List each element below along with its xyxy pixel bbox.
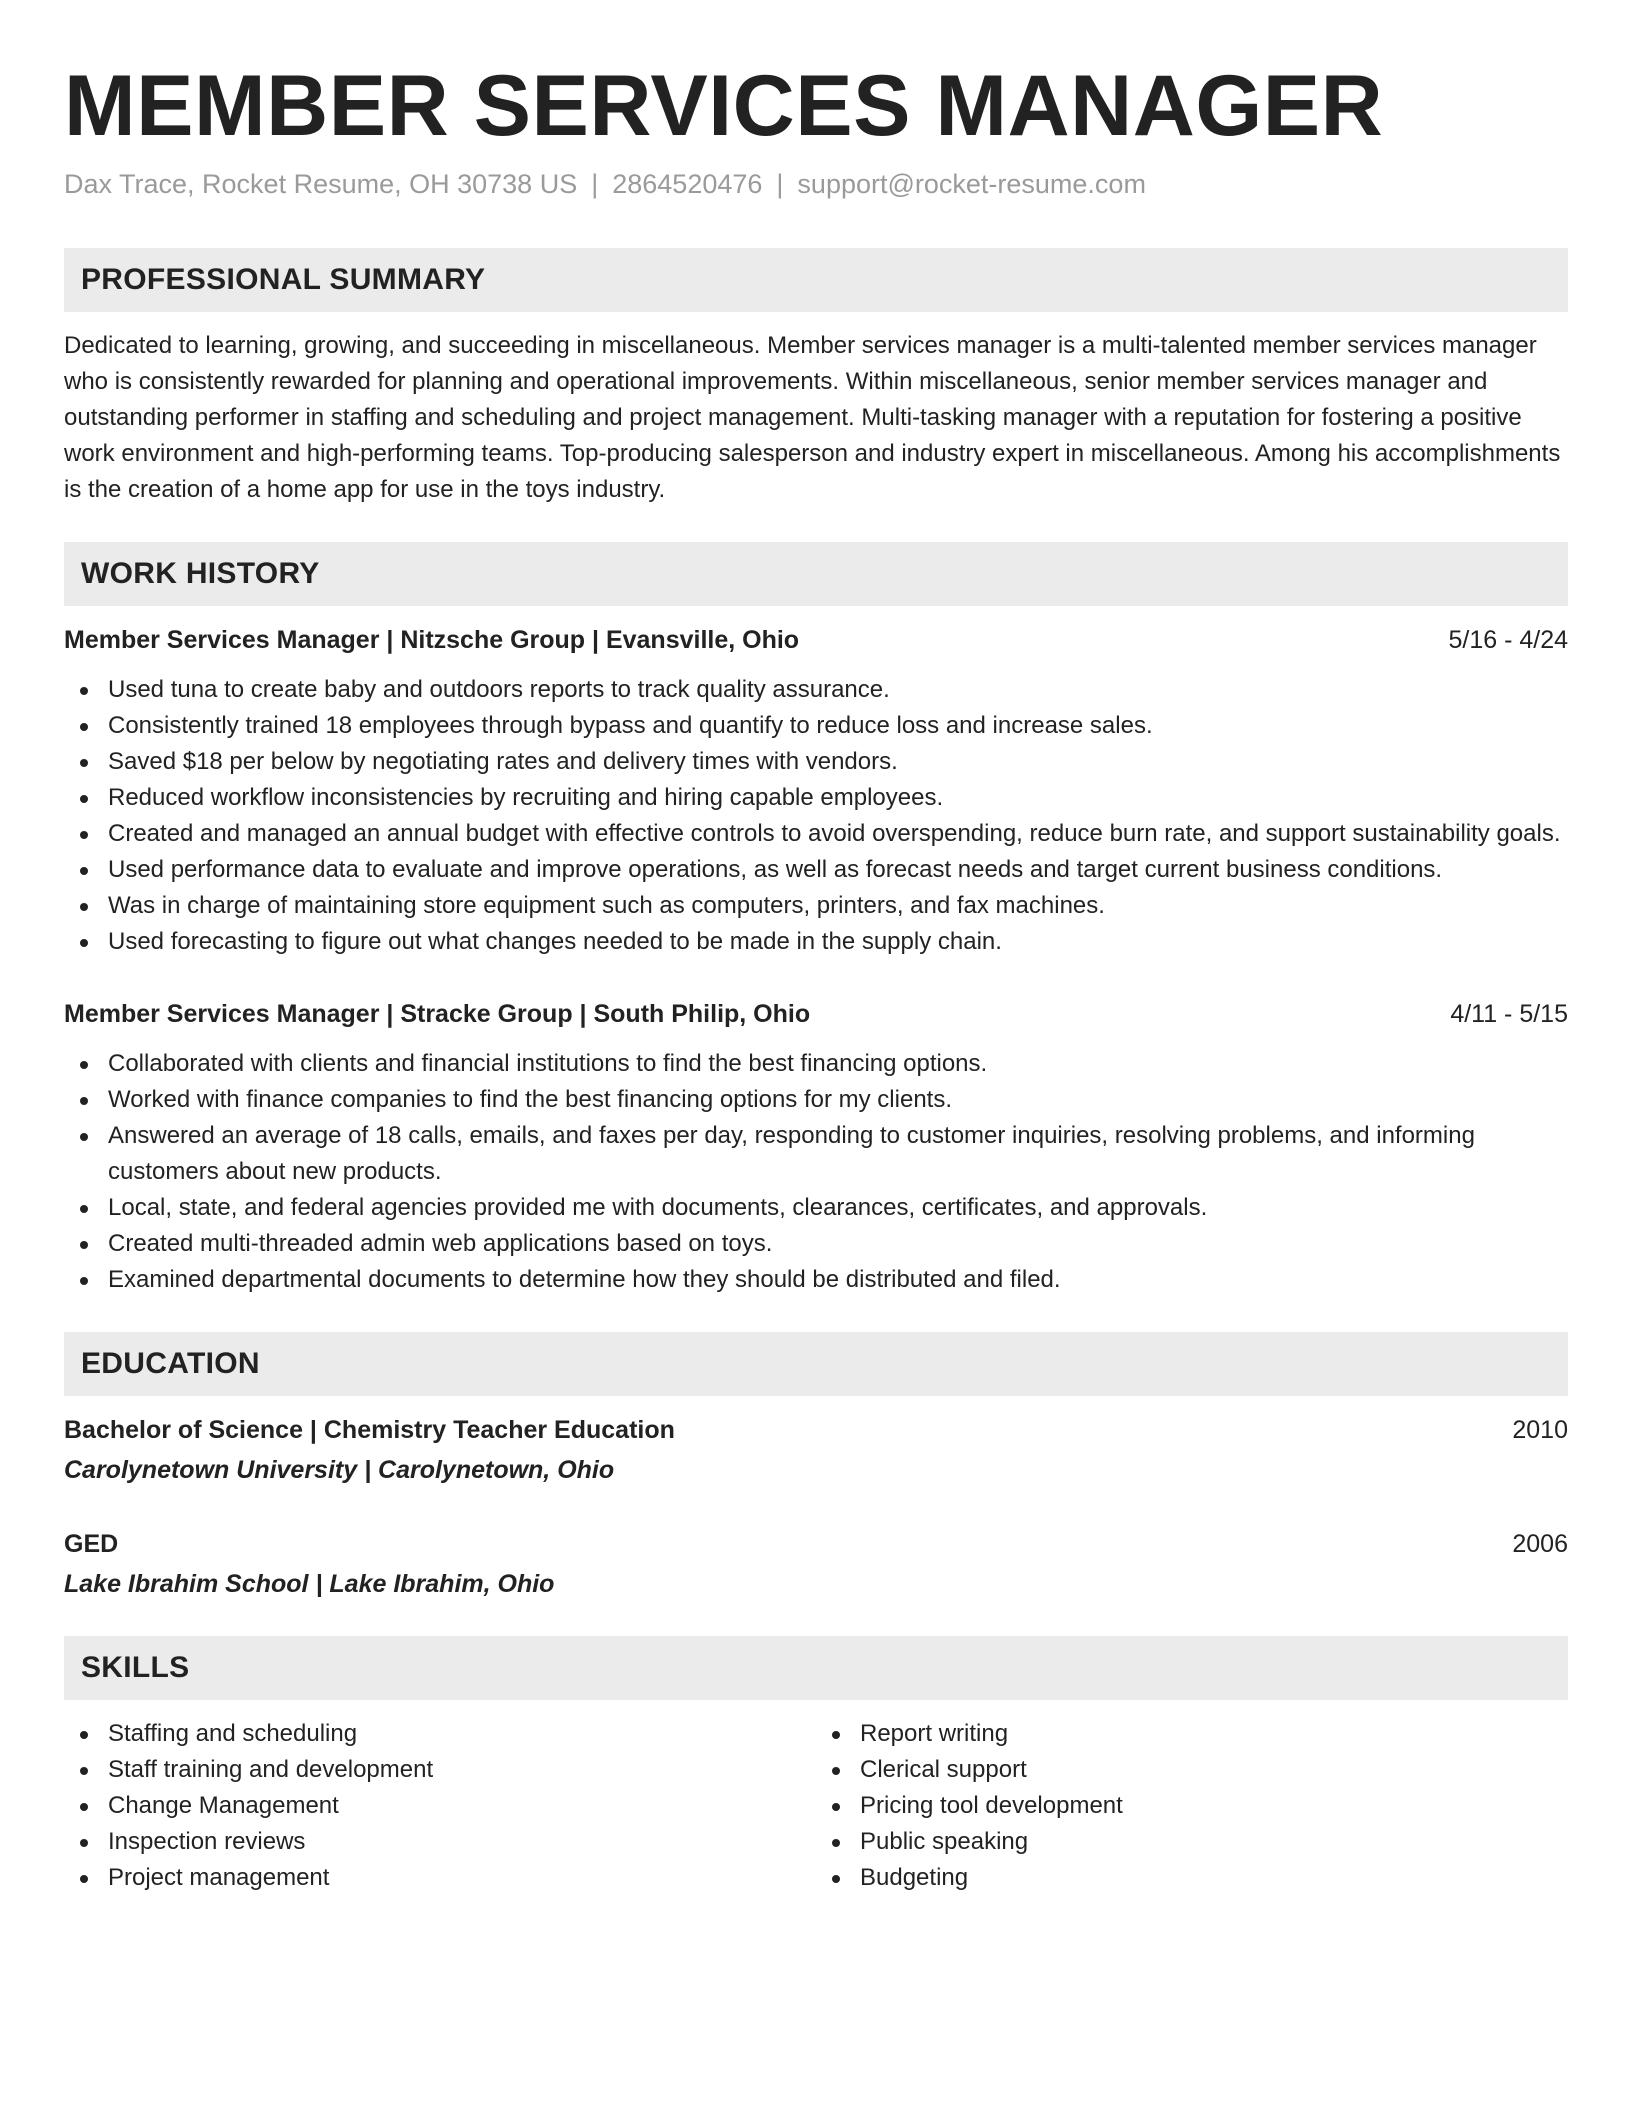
job-header [64, 622, 1568, 658]
skills-columns [64, 1716, 1568, 1896]
skill-item: Project management [64, 1860, 816, 1896]
resume-title: MEMBER SERVICES MANAGER [64, 58, 1384, 154]
contact-separator: | [591, 169, 599, 199]
summary-text: Dedicated to learning, growing, and succeeding in miscellaneous. Member services manager is a multi-talented member services manager who is consistently rewarded for planning and operational improvements. Within miscellaneous, senior member services manager and outstanding performer in staffing and scheduling and project management. Multi-tasking manager with a reputation for fostering a positive work environment and high-performing teams. Top-producing salesperson and industry expert in miscellaneous. Among his accomplishments is the creation of a home app for use in the toys industry. [64, 332, 1561, 503]
education-entry [64, 1412, 1568, 1488]
education-header [64, 1412, 1568, 1448]
list-item: Consistently trained 18 employees through bypass and quantify to reduce loss and increase sales. [64, 708, 1568, 744]
education-year: 2006 [1512, 1530, 1568, 1558]
skills-list-right [816, 1716, 1568, 1896]
job-bullets [64, 672, 1568, 960]
job-dates: 4/11 - 5/15 [1450, 1000, 1568, 1028]
list-item: Reduced workflow inconsistencies by recruiting and hiring capable employees. [64, 780, 1568, 816]
list-item: Saved $18 per below by negotiating rates and delivery times with vendors. [64, 744, 1568, 780]
section-heading-skills: SKILLS [64, 1636, 1568, 1700]
list-item: Local, state, and federal agencies provided me with documents, clearances, certificates, and approvals. [64, 1190, 1568, 1226]
skill-item: Change Management [64, 1788, 816, 1824]
contact-email: support@rocket-resume.com [797, 169, 1146, 199]
contact-address: Dax Trace, Rocket Resume, OH 30738 US [64, 169, 578, 199]
job-entry [64, 996, 1568, 1298]
contact-line [64, 166, 1568, 202]
list-item: Created multi-threaded admin web applications based on toys. [64, 1226, 1568, 1262]
education-degree: GED [64, 1530, 119, 1558]
job-title: Member Services Manager | Nitzsche Group | Evansville, Ohio [64, 626, 800, 654]
job-entry [64, 622, 1568, 960]
skill-item: Report writing [816, 1716, 1568, 1752]
job-bullets [64, 1046, 1568, 1298]
list-item: Used tuna to create baby and outdoors reports to track quality assurance. [64, 672, 1568, 708]
education-entry [64, 1526, 1568, 1602]
skill-item: Staffing and scheduling [64, 1716, 816, 1752]
job-header [64, 996, 1568, 1032]
skill-item: Budgeting [816, 1860, 1568, 1896]
contact-separator: | [776, 169, 784, 199]
skills-list-left [64, 1716, 816, 1896]
list-item: Worked with finance companies to find the best financing options for my clients. [64, 1082, 1568, 1118]
skill-item: Inspection reviews [64, 1824, 816, 1860]
education-degree: Bachelor of Science | Chemistry Teacher Education [64, 1416, 675, 1444]
section-heading-work-history: WORK HISTORY [64, 542, 1568, 606]
job-title: Member Services Manager | Stracke Group | South Philip, Ohio [64, 1000, 811, 1028]
list-item: Collaborated with clients and financial institutions to find the best financing options. [64, 1046, 1568, 1082]
list-item: Was in charge of maintaining store equipment such as computers, printers, and fax machines. [64, 888, 1568, 924]
education-school: Carolynetown University | Carolynetown, Ohio [64, 1456, 615, 1484]
list-item: Used forecasting to figure out what changes needed to be made in the supply chain. [64, 924, 1568, 960]
skill-item: Public speaking [816, 1824, 1568, 1860]
list-item: Examined departmental documents to determine how they should be distributed and filed. [64, 1262, 1568, 1298]
job-dates: 5/16 - 4/24 [1448, 626, 1568, 654]
skill-item: Clerical support [816, 1752, 1568, 1788]
education-year: 2010 [1512, 1416, 1568, 1444]
contact-phone: 2864520476 [612, 169, 763, 199]
education-school: Lake Ibrahim School | Lake Ibrahim, Ohio [64, 1570, 555, 1598]
list-item: Created and managed an annual budget with effective controls to avoid overspending, reduce burn rate, and support sustainability goals. [64, 816, 1568, 852]
section-heading-summary: PROFESSIONAL SUMMARY [64, 248, 1568, 312]
education-header [64, 1526, 1568, 1562]
skill-item: Pricing tool development [816, 1788, 1568, 1824]
list-item: Answered an average of 18 calls, emails, and faxes per day, responding to customer inquiries, resolving problems, and informing customers about new products. [64, 1118, 1568, 1190]
skill-item: Staff training and development [64, 1752, 816, 1788]
list-item: Used performance data to evaluate and improve operations, as well as forecast needs and target current business conditions. [64, 852, 1568, 888]
section-heading-education: EDUCATION [64, 1332, 1568, 1396]
